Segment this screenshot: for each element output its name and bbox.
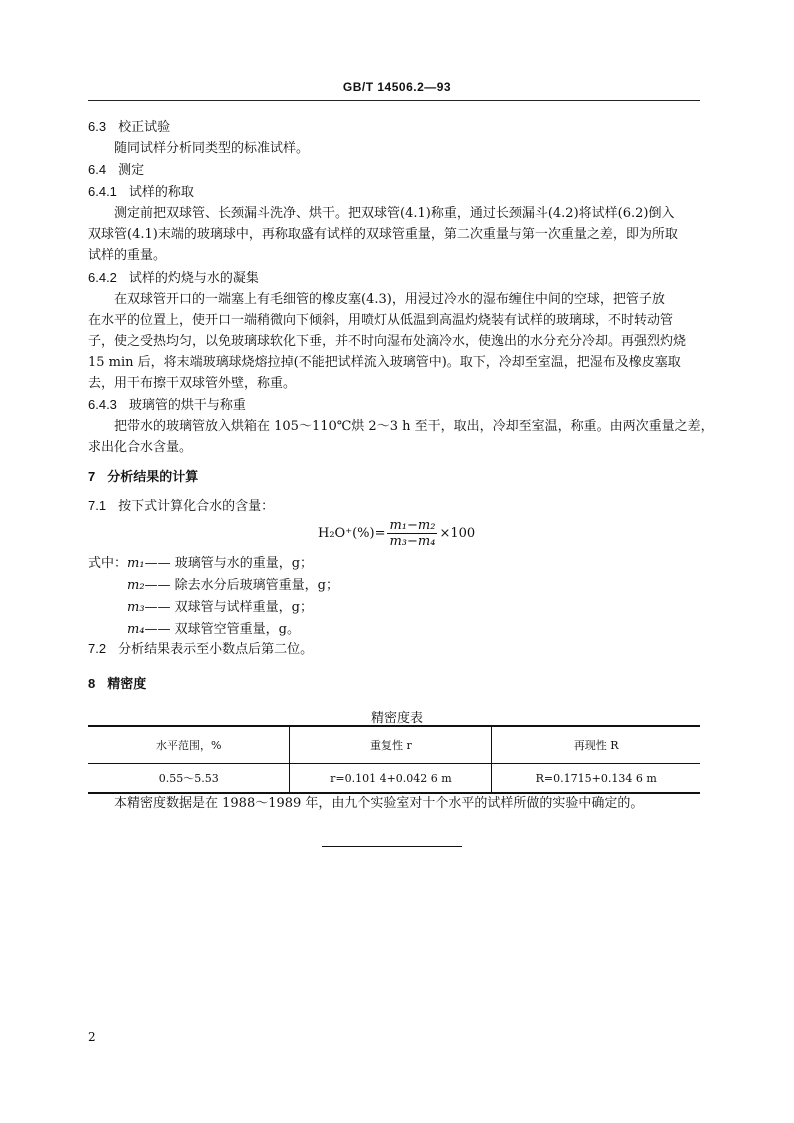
paragraph-line: 试样的重量。 [88, 248, 167, 263]
section-text: 按下式计算化合水的含量： [118, 499, 275, 514]
paragraph-line: 15 min 后，将末端玻璃球烧熔拉掉(不能把试样流入玻璃管中)。取下，冷却至室温，把湿布及橡皮塞取 [88, 355, 681, 370]
formula-lhs: H₂O⁺(%)= [318, 526, 386, 541]
paragraph-line: 双球管(4.1)末端的玻璃球中，再称取盛有试样的双球管重量，第二次重量与第一次重量之差，即为所取 [88, 227, 678, 242]
section-number: 6.4.1 [88, 184, 117, 199]
section-title: 试样的称取 [128, 184, 194, 199]
section-title: 玻璃管的烘干与称重 [128, 397, 246, 412]
section-number: 6.3 [88, 119, 107, 134]
paragraph-line: 把带水的玻璃管放入烘箱在 105～110℃烘 2～3 h 至干，取出，冷却至室温，称重。由两次重量之差， [114, 419, 714, 434]
table-cell: r=0.101 4+0.042 6 m [290, 764, 492, 794]
section-number: 7.1 [88, 498, 107, 513]
table-cell: 0.55～5.53 [88, 764, 290, 794]
symbol: m₁ [127, 556, 145, 571]
where-lead: 式中： [88, 556, 128, 571]
section-number: 8 [88, 676, 96, 691]
section-7-2 [88, 641, 313, 658]
formula [318, 518, 475, 549]
section-6-4-2-heading [88, 270, 259, 286]
section-text: 分析结果表示至小数点后第二位。 [118, 642, 314, 657]
formula-numerator: m₁−m₂ [389, 518, 436, 533]
end-rule [322, 846, 462, 847]
where-item-2 [127, 578, 339, 594]
formula-denominator: m₃−m₄ [389, 534, 436, 549]
column-header: 再现性 R [492, 726, 700, 764]
table-cell: R=0.1715+0.134 6 m [492, 764, 700, 794]
section-number: 7 [88, 469, 96, 484]
symbol: m₄ [127, 622, 145, 637]
formula-fraction [387, 518, 437, 549]
section-number: 6.4.2 [88, 270, 117, 285]
section-title: 测定 [118, 162, 145, 177]
formula-rhs: ×100 [439, 526, 476, 541]
section-6-4-3-heading [88, 397, 246, 413]
section-7-1 [88, 498, 274, 515]
paragraph-line: 在双球管开口的一端塞上有毛细管的橡皮塞(4.3)，用浸过冷水的湿布缠住中间的空球，把管子放 [114, 292, 665, 307]
paragraph-line: 测定前把双球管、长颈漏斗洗净、烘干。把双球管(4.1)称重，通过长颈漏斗(4.2)将试样(6.2)倒入 [114, 206, 675, 221]
column-header: 重复性 r [290, 726, 492, 764]
section-6-3-body: 随同试样分析同类型的标准试样。 [114, 141, 310, 156]
symbol-description: —— 除去水分后玻璃管重量，g； [144, 578, 340, 593]
section-number: 6.4 [88, 162, 107, 177]
section-7-heading [88, 469, 198, 485]
precision-table [88, 725, 700, 794]
section-6-4-1-heading [88, 184, 194, 200]
section-title: 精密度 [107, 676, 147, 691]
where-item-1 [88, 556, 313, 572]
symbol: m₂ [127, 578, 145, 593]
paragraph-line: 子，使之受热均匀，以免玻璃球软化下垂，并不时向湿布处滴冷水，使逸出的水分充分冷却。再强烈灼烧 [88, 334, 687, 349]
section-title: 校正试验 [118, 119, 171, 134]
symbol-description: —— 双球管空管重量，g。 [144, 622, 301, 637]
section-number: 7.2 [88, 641, 107, 656]
symbol-description: —— 玻璃管与水的重量，g； [144, 556, 314, 571]
section-title: 试样的灼烧与水的凝集 [128, 270, 259, 285]
section-title: 分析结果的计算 [107, 469, 199, 484]
symbol-description: —— 双球管与试样重量，g； [144, 600, 314, 615]
table-title: 精密度表 [370, 711, 423, 726]
paragraph-line: 求出化合水含量。 [88, 440, 193, 455]
paragraph-line: 在水平的位置上，使开口一端稍微向下倾斜，用喷灯从低温到高温灼烧装有试样的玻璃球，不时转动管 [88, 313, 674, 328]
table-header-row [88, 726, 700, 764]
section-number: 6.4.3 [88, 397, 117, 412]
where-item-3 [127, 600, 313, 616]
running-header: GB/T 14506.2—93 [342, 80, 452, 94]
symbol: m₃ [127, 600, 145, 615]
page-number: 2 [88, 1030, 96, 1044]
header-rule [88, 100, 700, 101]
precision-note: 本精密度数据是在 1988～1989 年，由九个实验室对十个水平的试样所做的实验中确定的。 [114, 796, 644, 811]
table-row [88, 764, 700, 794]
section-8-heading [88, 676, 146, 692]
column-header: 水平范围，% [88, 726, 290, 764]
section-6-4-heading [88, 162, 144, 178]
section-6-3-heading [88, 119, 170, 135]
where-item-4 [127, 622, 300, 638]
paragraph-line: 去，用干布擦干双球管外壁，称重。 [88, 376, 297, 391]
